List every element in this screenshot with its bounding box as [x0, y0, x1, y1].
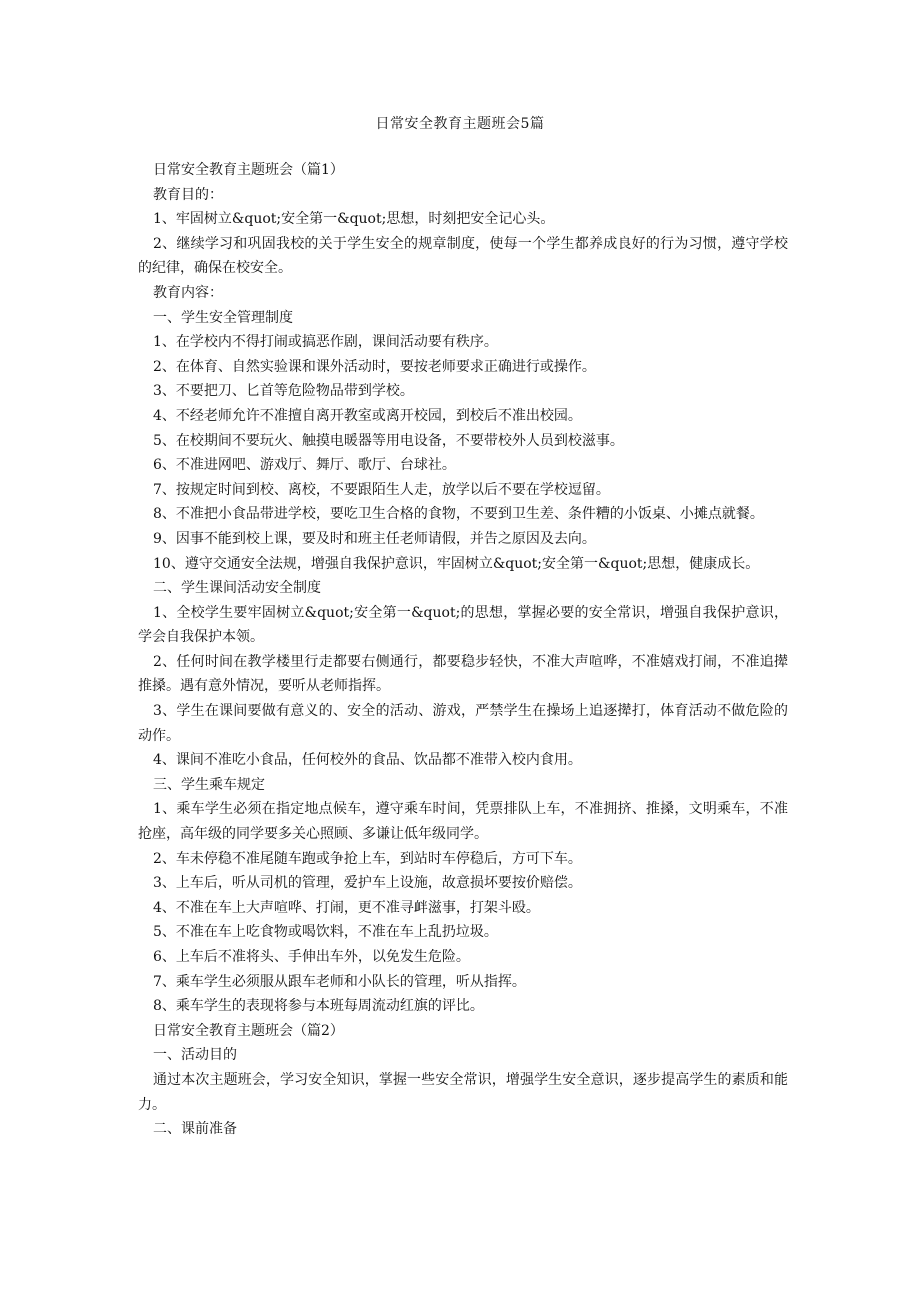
- document-paragraph: 教育内容：: [153, 284, 223, 301]
- document-paragraph: 9、因事不能到校上课，要及时和班主任老师请假，并告之原因及去向。: [153, 530, 596, 547]
- document-paragraph: 4、不准在车上大声喧哗、打闹，更不准寻衅滋事，打架斗殴。: [153, 899, 540, 916]
- document-paragraph: 6、上车后不准将头、手伸出车外，以免发生危险。: [153, 949, 470, 965]
- document-paragraph: 3、不要把刀、匕首等危险物品带到学校。: [153, 383, 414, 400]
- document-paragraph: 1、乘车学生必须在指定地点候车，遵守乘车时间，凭票排队上车，不准拥挤、推搡，文明乘车，不准抢座，高年级的同学要多关心照顾、多谦让低年级同学。: [138, 801, 788, 843]
- document-paragraph: 二、课前准备: [153, 1121, 237, 1138]
- document-paragraph: 4、课间不准吃小食品，任何校外的食品、饮品都不准带入校内食用。: [153, 752, 582, 769]
- document-paragraph: 日常安全教育主题班会（篇2）: [153, 1022, 344, 1039]
- document-paragraph: 1、在学校内不得打闹或搞恶作剧，课间活动要有秩序。: [153, 334, 498, 351]
- document-paragraph: 2、车未停稳不准尾随车跑或争抢上车，到站时车停稳后，方可下车。: [153, 850, 582, 867]
- document-body: [138, 158, 788, 1142]
- document-paragraph: 三、学生乘车规定: [153, 776, 265, 793]
- document-paragraph: 6、不准进网吧、游戏厅、舞厅、歌厅、台球社。: [153, 457, 456, 474]
- document-paragraph: 3、上车后，听从司机的管理，爱护车上设施，故意损坏要按价赔偿。: [153, 875, 582, 892]
- document-paragraph: 日常安全教育主题班会（篇1）: [153, 162, 344, 178]
- document-paragraph: 8、乘车学生的表现将参与本班每周流动红旗的评比。: [153, 998, 484, 1015]
- document-paragraph: 一、活动目的: [153, 1047, 237, 1064]
- document-paragraph: 2、继续学习和巩固我校的关于学生安全的规章制度，使每一个学生都养成良好的行为习惯，遵守学校的纪律，确保在校安全。: [138, 235, 788, 277]
- document-paragraph: 1、全校学生要牢固树立&quot;安全第一&quot;的思想，掌握必要的安全常识，增强自我保护意识，学会自我保护本领。: [138, 604, 788, 646]
- document-paragraph: 通过本次主题班会，学习安全知识，掌握一些安全常识，增强学生安全意识，逐步提高学生的素质和能力。: [138, 1071, 788, 1113]
- document-paragraph: 一、学生安全管理制度: [153, 309, 293, 326]
- document-paragraph: 5、不准在车上吃食物或喝饮料，不准在车上乱扔垃圾。: [153, 924, 498, 941]
- document-paragraph: 教育目的：: [153, 186, 223, 203]
- document-paragraph: 5、在校期间不要玩火、触摸电暖器等用电设备，不要带校外人员到校滋事。: [153, 432, 624, 449]
- document-paragraph: 二、学生课间活动安全制度: [153, 580, 321, 597]
- document-paragraph: 10、遵守交通安全法规，增强自我保护意识，牢固树立&quot;安全第一&quot;思想，健康成长。: [153, 555, 760, 572]
- document-title: 日常安全教育主题班会5篇: [375, 116, 545, 132]
- document-paragraph: 3、学生在课间要做有意义的、安全的活动、游戏，严禁学生在操场上追逐撵打，体育活动不做危险的动作。: [138, 703, 788, 744]
- document-paragraph: 8、不准把小食品带进学校，要吃卫生合格的食物，不要到卫生差、条件糟的小饭桌、小摊点就餐。: [153, 506, 764, 523]
- document-paragraph: 2、任何时间在教学楼里行走都要右侧通行，都要稳步轻快，不准大声喧哗，不准嬉戏打闹，不准追撵推搡。遇有意外情况，要听从老师指挥。: [138, 653, 788, 695]
- document-paragraph: 2、在体育、自然实验课和课外活动时，要按老师要求正确进行或操作。: [153, 358, 596, 375]
- document-paragraph: 4、不经老师允许不准擅自离开教室或离开校园，到校后不准出校园。: [153, 407, 582, 424]
- document-paragraph: 7、按规定时间到校、离校，不要跟陌生人走，放学以后不要在学校逗留。: [153, 481, 610, 498]
- document-paragraph: 7、乘车学生必须服从跟车老师和小队长的管理，听从指挥。: [153, 973, 526, 990]
- document-paragraph: 1、牢固树立&quot;安全第一&quot;思想，时刻把安全记心头。: [153, 211, 555, 228]
